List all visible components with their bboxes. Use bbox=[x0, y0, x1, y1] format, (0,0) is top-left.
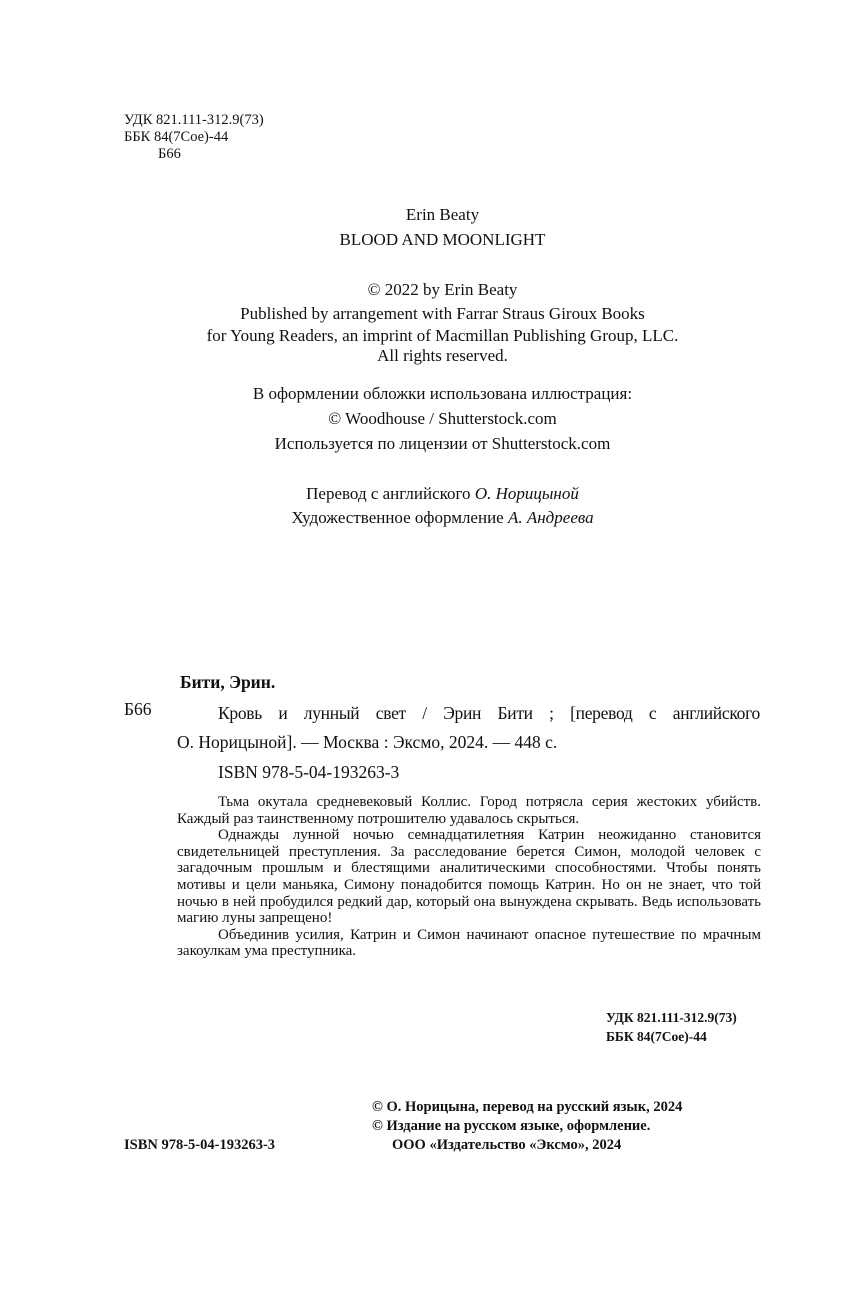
rights-line-3: All rights reserved. bbox=[377, 346, 508, 365]
biblio-isbn: ISBN 978-5-04-193263-3 bbox=[218, 762, 400, 782]
footer-isbn: ISBN 978-5-04-193263-3 bbox=[124, 1137, 276, 1153]
footer-copyrights bbox=[372, 1098, 682, 1155]
annotation-paragraph: Тьма окутала средневековый Коллис. Город потрясла серия жестоких убийств. Каждый раз таинственному потрошителю удавалось скрыться. bbox=[177, 794, 761, 827]
biblio-mark: Б66 bbox=[124, 699, 152, 719]
footer-copyright-1: © О. Норицына, перевод на русский язык, 2024 bbox=[372, 1099, 683, 1115]
design-credit bbox=[0, 506, 845, 530]
design-label: Художественное оформление bbox=[291, 508, 504, 527]
cover-credit-block bbox=[0, 381, 845, 456]
classification-block bbox=[124, 112, 264, 163]
footer-copyright-3: ООО «Издательство «Эксмо», 2024 bbox=[392, 1137, 622, 1153]
translator-name: О. Норицыной bbox=[474, 484, 579, 503]
original-author: Erin Beaty bbox=[405, 205, 480, 224]
designer-name: А. Андреева bbox=[507, 508, 594, 527]
copyright-line: © 2022 by Erin Beaty bbox=[367, 280, 518, 299]
original-title: BLOOD AND MOONLIGHT bbox=[339, 230, 546, 249]
bbk-code: ББК 84(7Сое)-44 bbox=[124, 129, 229, 145]
translation-label: Перевод с английского bbox=[306, 484, 471, 503]
rights-line-1: Published by arrangement with Farrar Straus Giroux Books bbox=[240, 304, 645, 323]
cover-credit-line-1: В оформлении обложки использована иллюстрация: bbox=[252, 384, 633, 403]
footer-udk: УДК 821.111-312.9(73) bbox=[606, 1010, 737, 1025]
author-mark: Б66 bbox=[158, 146, 181, 162]
cover-credit-line-3: Используется по лицензии от Shutterstock.com bbox=[274, 434, 611, 453]
footer-copyright-2: © Издание на русском языке, оформление. bbox=[372, 1118, 651, 1134]
annotation-paragraph: Однажды лунной ночью семнадцатилетняя Катрин неожиданно становится свидетельницей преступления. За расследование берется Симон, молодой человек с загадочным прошлым и блестящими аналитическими способностями. Чтобы понять мотивы и цели маньяка, Симону понадобится помощь Катрин. Но он не знает, что той ночью в ней пробудился редкий дар, который она вынуждена скрывать. Ведь использовать магию луны запрещено! bbox=[177, 827, 761, 927]
original-edition bbox=[0, 202, 845, 252]
translation-credit bbox=[0, 482, 845, 506]
biblio-line-2: О. Норицыной]. — Москва : Эксмо, 2024. — 448 с. bbox=[177, 732, 558, 752]
annotation bbox=[177, 794, 761, 960]
udk-code: УДК 821.111-312.9(73) bbox=[124, 112, 264, 128]
rights-block bbox=[0, 278, 845, 366]
cover-credit-line-2: © Woodhouse / Shutterstock.com bbox=[328, 409, 557, 428]
biblio-author-heading: Бити, Эрин. bbox=[180, 672, 276, 692]
credits-block bbox=[0, 482, 845, 530]
footer-bbk: ББК 84(7Сое)-44 bbox=[606, 1029, 707, 1044]
annotation-paragraph: Объединив усилия, Катрин и Симон начинают опасное путешествие по мрачным закоулкам ума преступника. bbox=[177, 926, 761, 960]
footer-classification bbox=[606, 1008, 737, 1046]
rights-line-2: for Young Readers, an imprint of Macmillan Publishing Group, LLC. bbox=[206, 326, 679, 345]
biblio-line-1: Кровь и лунный свет / Эрин Бити ; [перевод с английского bbox=[218, 703, 760, 723]
